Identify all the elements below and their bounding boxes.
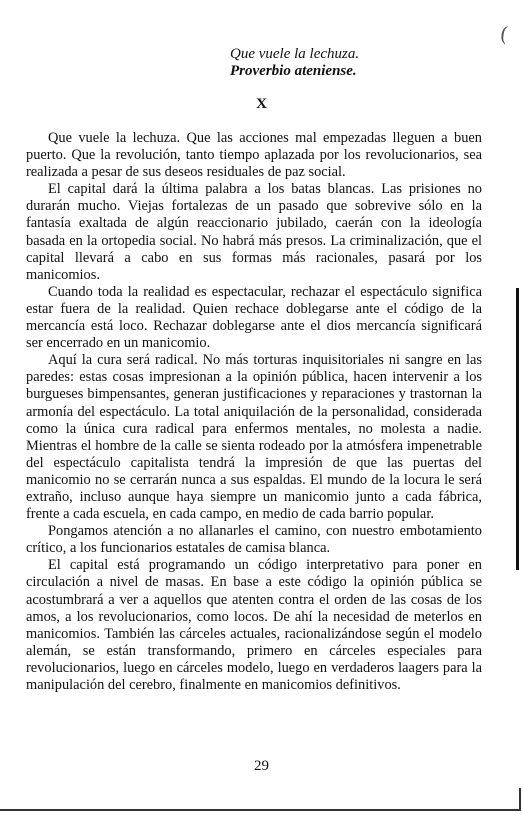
paragraph: El capital dará la última palabra a los batas blancas. Las prisiones no durarán mucho. Viejas fortalezas de un pasado que sobrevive sólo en la fantasía exaltada de algún reaccionario jubilado, caerán con la ideología basada en la ortopedia social. No habrá más presos. La criminalización, que el capital llevará a cabo en sus formas más racionales, pasará por los manicomios. [26,181,482,283]
scan-margin-mark: ( [498,21,510,47]
scan-corner-line [519,788,521,811]
paragraph: Pongamos atención a no allanarles el camino, con nuestro embotamiento crítico, a los funcionarios estatales de camisa blanca. [26,523,482,557]
paragraph: Aquí la cura será radical. No más torturas inquisitoriales ni sangre en las paredes: estas cosas impresionan a la opinión pública, hacen intervenir a los burgueses bimpensantes, generan justificaciones y reparaciones y trastornan la armonía del espectáculo. La total aniquilación de la personalidad, considerada como la única cura radical para enfermos mentales, no molesta a nadie. Mientras el hombre de la calle se sienta rodeado por la atmósfera impenetrable del espectáculo capitalista tendrá la impresión de que las puertas del manicomio no se cerrarán nunca a sus espaldas. El mundo de la locura le será extraño, incluso aunque haya siempre un manicomio junto a cada fábrica, frente a cada escuela, en cada campo, en medio de cada barrio popular. [26,352,482,523]
paragraph: Que vuele la lechuza. Que las acciones mal empezadas lleguen a buen puerto. Que la revolución, tanto tiempo aplazada por los revolucionarios, sea realizada a pesar de sus deseos residuales de paz social. [26,130,482,181]
scan-edge-bar [516,288,519,570]
page-number: 29 [254,758,269,774]
body-text [26,130,482,694]
scan-bottom-line [0,809,520,811]
epigraph-quote: Que vuele la lechuza. [230,46,360,62]
epigraph-attribution: Proverbio ateniense. [230,63,357,79]
chapter-number: X [256,96,267,112]
paragraph: El capital está programando un código interpretativo para poner en circulación a nivel de masas. En base a este código la opinión pública se acostumbrará a ver a aquellos que atenten contra el orden de las cosas de los amos, a los revolucionarios, como locos. De ahí la necesidad de meterlos en manicomios. También las cárceles actuales, racionalizándose según el modelo alemán, se están transformando, primero en cárceles especiales para revolucionarios, luego en cárceles modelo, luego en verdaderos laagers para la manipulación del cerebro, finalmente en manicomios definitivos. [26,557,482,693]
paragraph: Cuando toda la realidad es espectacular, rechazar el espectáculo significa estar fuera de la realidad. Quien rechace doblegarse ante el código de la mercancía está loco. Rechazar doblegarse ante el dios mercancía significará ser encerrado en un manicomio. [26,283,482,352]
epigraph [230,46,359,80]
